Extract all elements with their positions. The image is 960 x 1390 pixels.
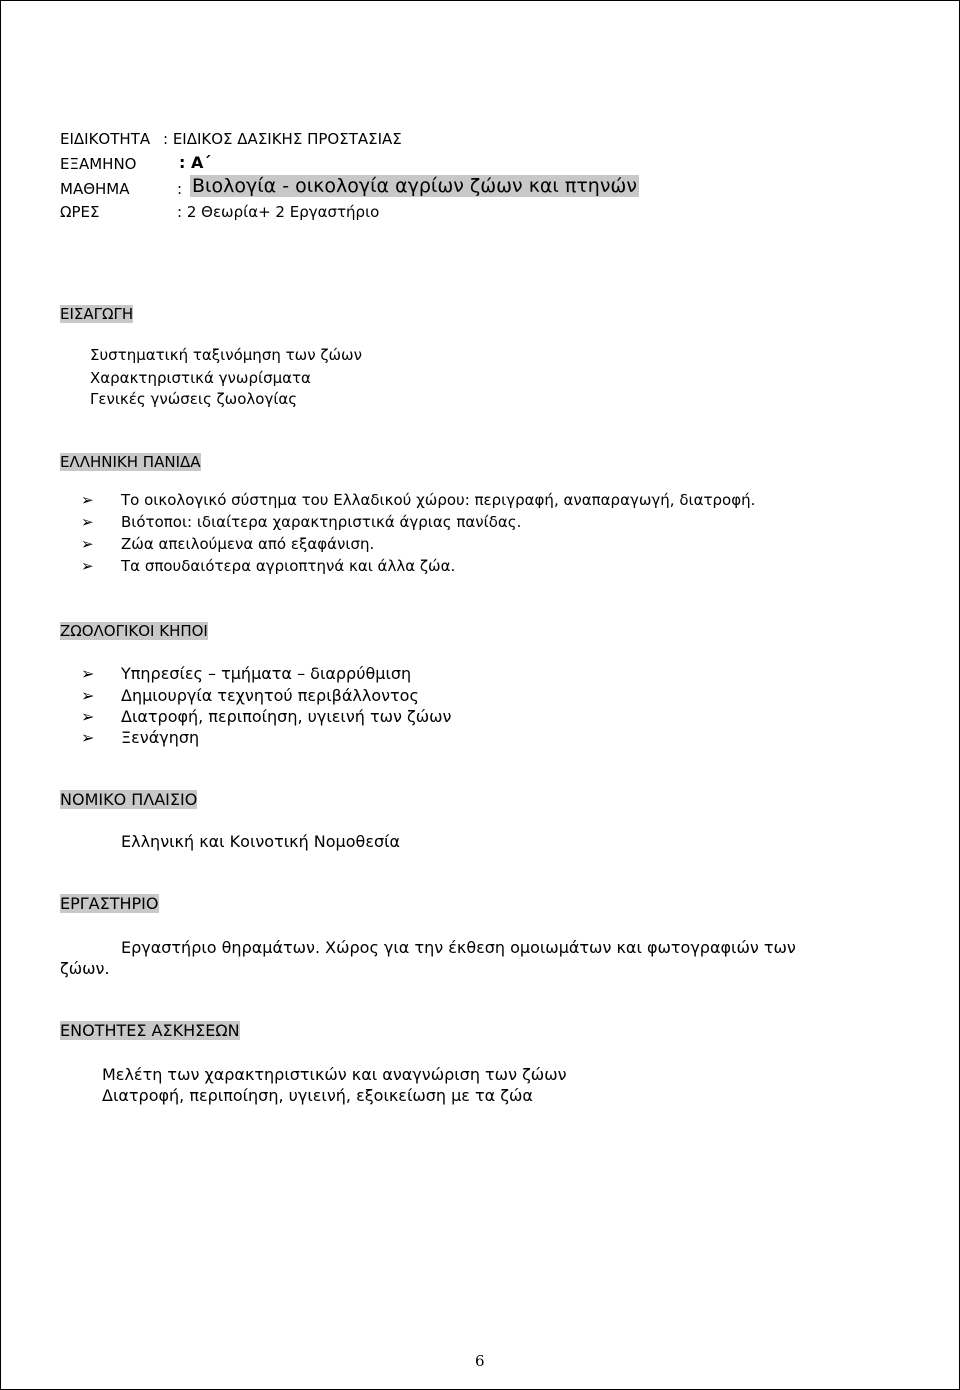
- fauna-bullet: Βιότοποι: ιδιαίτερα χαρακτηριστικά άγριας πανίδας.: [121, 513, 522, 531]
- lab-text-line2: ζώων.: [60, 959, 110, 978]
- arrow-bullet-icon: ➢: [81, 513, 94, 531]
- hours-value: : 2 Θεωρία+ 2 Εργαστήριο: [177, 203, 380, 221]
- fauna-bullet: Το οικολογικό σύστημα του Ελλαδικού χώρου: περιγραφή, αναπαραγωγή, διατροφή.: [121, 491, 756, 509]
- course-title: Βιολογία - οικολογία αγρίων ζώων και πτηνών: [192, 175, 637, 197]
- section-heading-legal: ΝΟΜΙΚΟ ΠΛΑΙΣΙΟ: [60, 790, 198, 809]
- intro-item: Γενικές γνώσεις ζωολογίας: [90, 390, 298, 408]
- exercise-item: Διατροφή, περιποίηση, υγιεινή, εξοικείωση με τα ζώα: [102, 1086, 533, 1105]
- exercise-item: Μελέτη των χαρακτηριστικών και αναγνώριση των ζώων: [102, 1065, 567, 1084]
- specialty-value: : ΕΙΔΙΚΟΣ ΔΑΣΙΚΗΣ ΠΡΟΣΤΑΣΙΑΣ: [163, 130, 402, 148]
- arrow-bullet-icon: ➢: [81, 664, 95, 683]
- semester-label: ΕΞΑΜΗΝΟ: [60, 155, 137, 173]
- section-heading-intro: ΕΙΣΑΓΩΓΗ: [60, 305, 134, 323]
- fauna-bullet: Ζώα απειλούμενα από εξαφάνιση.: [121, 535, 375, 553]
- zoos-bullet: Ξενάγηση: [121, 728, 200, 747]
- legal-text: Ελληνική και Κοινοτική Νομοθεσία: [121, 832, 401, 851]
- arrow-bullet-icon: ➢: [81, 728, 95, 747]
- section-heading-lab: ΕΡΓΑΣΤΗΡΙΟ: [60, 894, 159, 913]
- zoos-bullet: Υπηρεσίες – τμήματα – διαρρύθμιση: [121, 664, 412, 683]
- intro-item: Χαρακτηριστικά γνωρίσματα: [90, 369, 311, 387]
- arrow-bullet-icon: ➢: [81, 707, 95, 726]
- course-colon: :: [177, 180, 183, 198]
- section-heading-exercises: ΕΝΟΤΗΤΕΣ ΑΣΚΗΣΕΩΝ: [60, 1021, 240, 1040]
- section-heading-fauna: ΕΛΛΗΝΙΚΗ ΠΑΝΙΔΑ: [60, 453, 201, 471]
- semester-value: : Α΄: [179, 153, 211, 172]
- specialty-label: ΕΙΔΙΚΟΤΗΤΑ: [60, 130, 151, 148]
- lab-text-line1: Εργαστήριο θηραμάτων. Χώρος για την έκθεση ομοιωμάτων και φωτογραφιών των: [121, 938, 796, 957]
- arrow-bullet-icon: ➢: [81, 491, 94, 509]
- zoos-bullet: Δημιουργία τεχνητού περιβάλλοντος: [121, 686, 419, 705]
- hours-label: ΩΡΕΣ: [60, 203, 100, 221]
- arrow-bullet-icon: ➢: [81, 686, 95, 705]
- arrow-bullet-icon: ➢: [81, 557, 94, 575]
- fauna-bullet: Τα σπουδαιότερα αγριοπτηνά και άλλα ζώα.: [121, 557, 456, 575]
- section-heading-zoos: ΖΩΟΛΟΓΙΚΟΙ ΚΗΠΟΙ: [60, 622, 208, 640]
- intro-item: Συστηματική ταξινόμηση των ζώων: [90, 346, 362, 364]
- course-label: ΜΑΘΗΜΑ: [60, 180, 130, 198]
- arrow-bullet-icon: ➢: [81, 535, 94, 553]
- page-number: 6: [475, 1352, 485, 1370]
- zoos-bullet: Διατροφή, περιποίηση, υγιεινή των ζώων: [121, 707, 452, 726]
